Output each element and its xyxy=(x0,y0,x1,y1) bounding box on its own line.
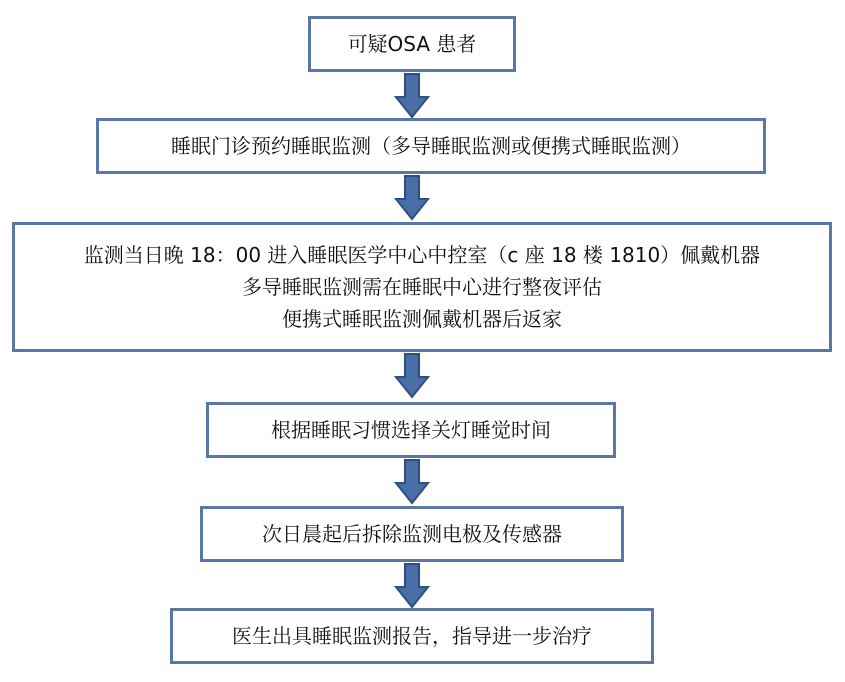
step-text: 多导睡眠监测需在睡眠中心进行整夜评估 xyxy=(242,275,602,299)
down-arrow-icon xyxy=(394,563,430,609)
step-remove-sensors xyxy=(200,506,624,562)
step-text: 便携式睡眠监测佩戴机器后返家 xyxy=(282,307,562,331)
step-text: 可疑OSA 患者 xyxy=(347,32,477,56)
step-text: 次日晨起后拆除监测电极及传感器 xyxy=(262,522,562,546)
down-arrow-icon xyxy=(394,73,430,119)
step-text: 监测当日晚 18：00 进入睡眠医学中心中控室（c 座 18 楼 1810）佩戴机器 xyxy=(83,243,761,267)
down-arrow-icon xyxy=(394,175,430,221)
down-arrow-icon xyxy=(394,459,430,505)
step-text: 睡眠门诊预约睡眠监测（多导睡眠监测或便携式睡眠监测） xyxy=(171,134,691,158)
step-text: 医生出具睡眠监测报告，指导进一步治疗 xyxy=(232,624,592,648)
step-doctor-report xyxy=(170,608,654,664)
down-arrow-icon xyxy=(394,353,430,399)
step-suspected-osa-patient xyxy=(308,16,516,72)
step-choose-bedtime xyxy=(206,402,616,458)
step-text: 根据睡眠习惯选择关灯睡觉时间 xyxy=(271,418,551,442)
step-clinic-appointment xyxy=(96,118,766,174)
step-monitoring-night xyxy=(12,222,832,352)
